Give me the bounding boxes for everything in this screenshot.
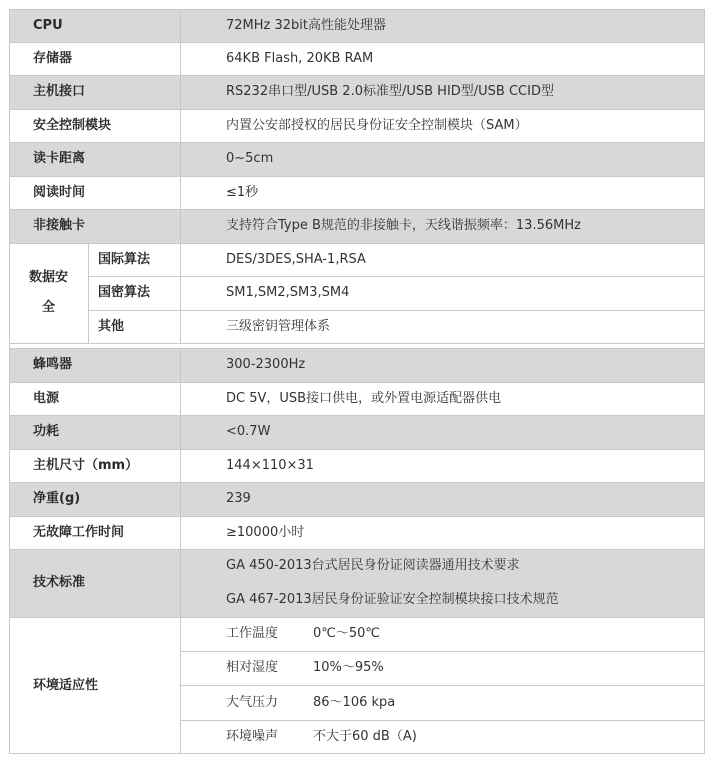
sub-label-other: 其他 <box>88 310 180 343</box>
env-label-relative-humidity: 相对湿度 <box>226 660 279 675</box>
grid-line <box>9 382 705 383</box>
sub-value-intl-algorithm: DES/3DES,SHA-1,RSA <box>180 243 705 276</box>
row-label-dimensions: 主机尺寸（mm） <box>9 449 180 482</box>
row-label-read-time: 阅读时间 <box>9 176 180 209</box>
grid-line <box>704 9 705 754</box>
grid-line <box>9 348 705 349</box>
row-value-cpu: 72MHz 32bit高性能处理器 <box>180 9 705 42</box>
grid-line <box>88 243 89 343</box>
env-value-working-temperature: 0℃～50℃ <box>313 626 381 641</box>
env-row-ambient-noise <box>180 720 705 754</box>
grid-line <box>9 176 705 177</box>
sub-value-other: 三级密钥管理体系 <box>180 310 705 343</box>
row-label-read-distance: 读卡距离 <box>9 142 180 176</box>
env-label-ambient-noise: 环境噪声 <box>226 729 279 744</box>
grid-line <box>9 9 10 754</box>
spec-table <box>9 9 705 754</box>
grid-line <box>180 9 181 343</box>
row-value-host-interface: RS232串口型/USB 2.0标准型/USB HID型/USB CCID型 <box>180 75 705 109</box>
row-value-power-consumption: <0.7W <box>180 415 705 449</box>
sub-label-national-algorithm: 国密算法 <box>88 276 180 310</box>
grid-line <box>9 209 705 210</box>
tech-standard-label: 技术标准 <box>9 549 180 617</box>
row-value-contactless-card: 支持符合Type B规范的非接触卡，天线谐振频率：13.56MHz <box>180 209 705 243</box>
row-label-memory: 存储器 <box>9 42 180 75</box>
grid-line <box>9 243 705 244</box>
grid-line <box>9 482 705 483</box>
grid-line <box>9 617 705 618</box>
grid-line <box>9 753 705 754</box>
tech-standard-line-2: GA 467-2013居民身份证验证安全控制模块接口技术规范 <box>180 583 705 617</box>
row-value-dimensions: 144×110×31 <box>180 449 705 482</box>
grid-line <box>9 549 705 550</box>
row-value-security-module: 内置公安部授权的居民身份证安全控制模块（SAM） <box>180 109 705 142</box>
sub-value-national-algorithm: SM1,SM2,SM3,SM4 <box>180 276 705 310</box>
row-label-contactless-card: 非接触卡 <box>9 209 180 243</box>
grid-line <box>9 516 705 517</box>
row-value-buzzer: 300-2300Hz <box>180 348 705 382</box>
grid-line <box>9 343 10 348</box>
grid-line <box>180 348 181 754</box>
grid-line <box>9 142 705 143</box>
grid-line <box>180 720 705 721</box>
grid-line <box>9 343 705 344</box>
env-label-working-temperature: 工作温度 <box>226 626 279 641</box>
tech-standard-line-1: GA 450-2013台式居民身份证阅读器通用技术要求 <box>180 549 705 583</box>
environment-label: 环境适应性 <box>9 617 180 754</box>
grid-line <box>9 42 705 43</box>
row-label-net-weight: 净重(g) <box>9 482 180 516</box>
data-security-label: 数据安全 <box>9 243 88 343</box>
grid-line <box>180 651 705 652</box>
sub-label-intl-algorithm: 国际算法 <box>88 243 180 276</box>
row-value-memory: 64KB Flash, 20KB RAM <box>180 42 705 75</box>
env-value-atmospheric-pressure: 86～106 kpa <box>313 694 396 710</box>
row-value-power-supply: DC 5V，USB接口供电，或外置电源适配器供电 <box>180 382 705 415</box>
row-label-host-interface: 主机接口 <box>9 75 180 109</box>
row-value-read-time: ≤1秒 <box>180 176 705 209</box>
env-value-ambient-noise: 不大于60 dB（A) <box>313 729 417 744</box>
grid-line <box>9 9 705 10</box>
grid-line <box>9 415 705 416</box>
row-label-buzzer: 蜂鸣器 <box>9 348 180 382</box>
row-value-net-weight: 239 <box>180 482 705 516</box>
row-label-mtbf: 无故障工作时间 <box>9 516 180 549</box>
row-value-mtbf: ≥10000小时 <box>180 516 705 549</box>
env-value-relative-humidity: 10%～95% <box>313 660 384 675</box>
row-label-power-consumption: 功耗 <box>9 415 180 449</box>
grid-line <box>9 449 705 450</box>
env-row-relative-humidity <box>180 651 705 685</box>
env-row-atmospheric-pressure <box>180 685 705 720</box>
grid-line <box>9 75 705 76</box>
row-label-power-supply: 电源 <box>9 382 180 415</box>
env-row-working-temperature <box>180 617 705 651</box>
row-value-read-distance: 0~5cm <box>180 142 705 176</box>
row-label-security-module: 安全控制模块 <box>9 109 180 142</box>
grid-line <box>9 109 705 110</box>
row-label-cpu: CPU <box>9 9 180 42</box>
env-label-atmospheric-pressure: 大气压力 <box>226 694 279 710</box>
grid-line <box>180 685 705 686</box>
